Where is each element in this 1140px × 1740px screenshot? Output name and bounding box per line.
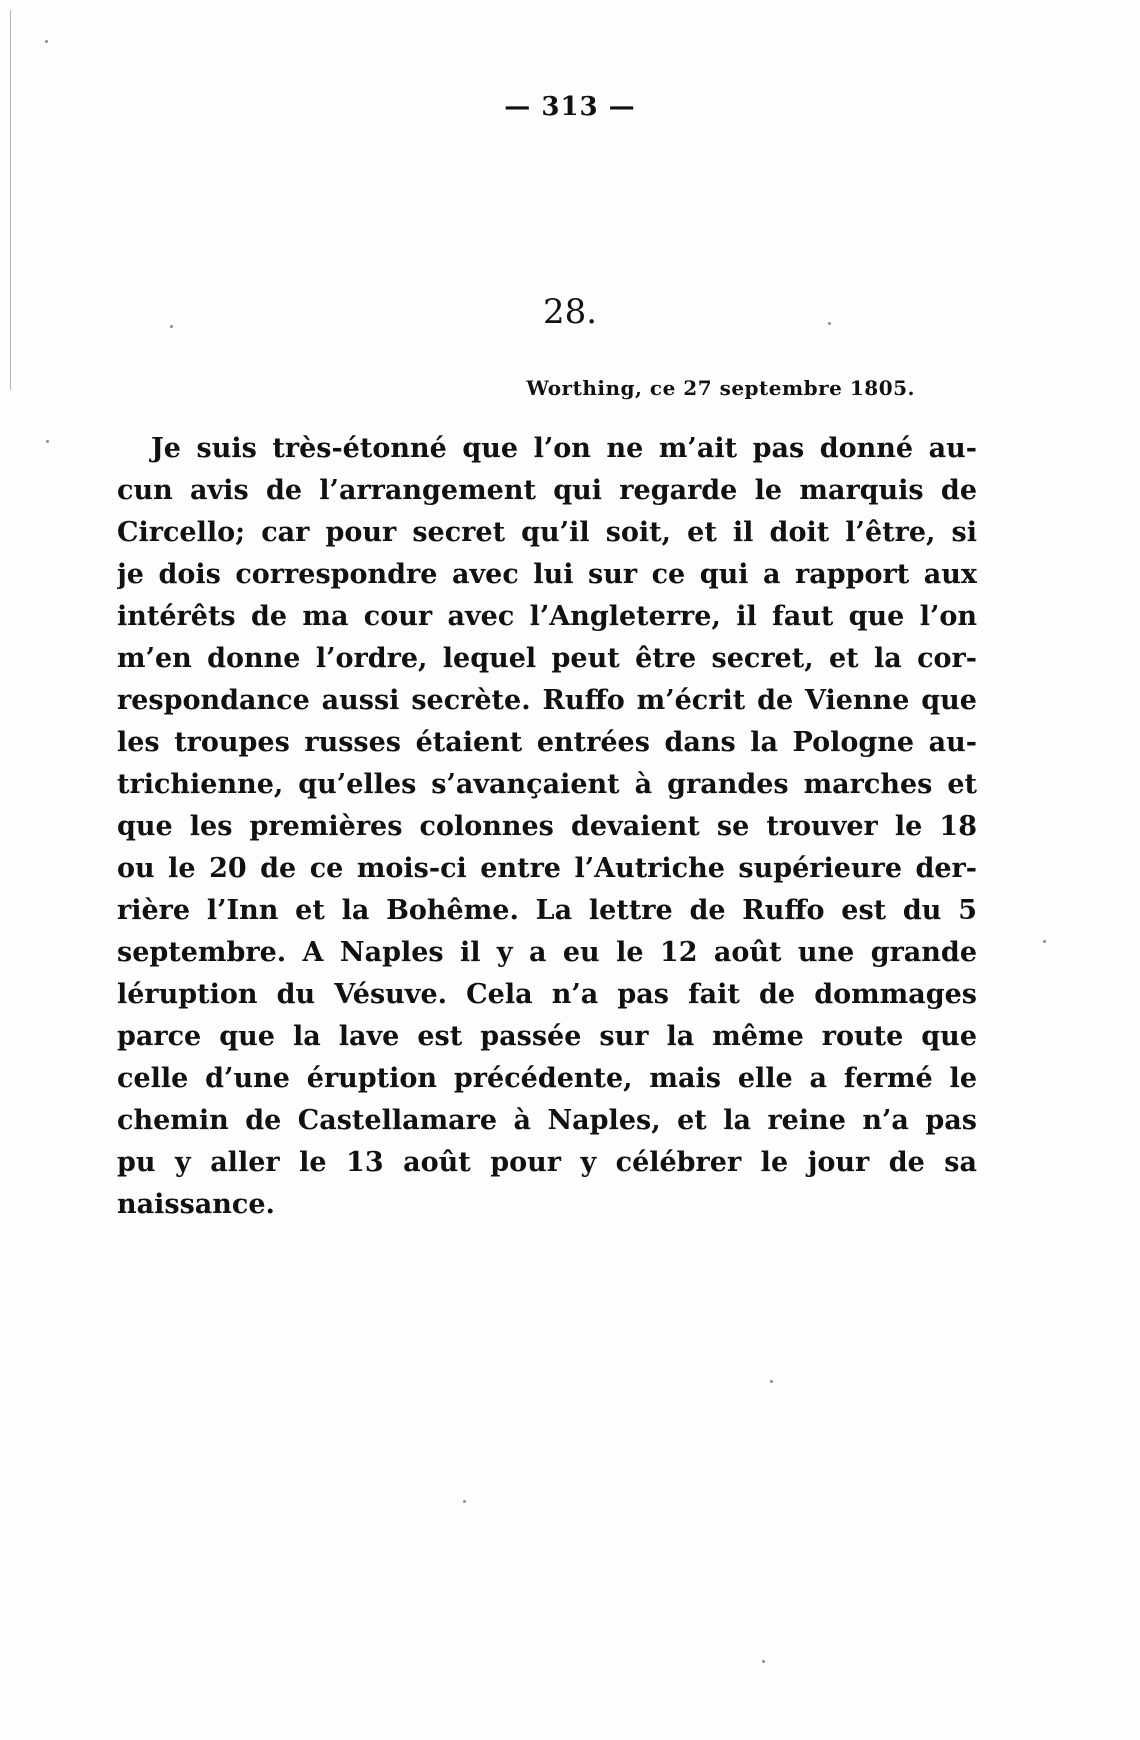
body-line: parce que la lave est passée sur la même route que [117,1021,977,1052]
letter-dateline: Worthing, ce 27 septembre 1805. [526,376,915,400]
body-line: septembre. A Naples il y a eu le 12 août une grande [117,937,977,968]
body-line: rière l’Inn et la Bohême. La lettre de Ruffo est du 5 [117,895,977,926]
body-line: trichienne, qu’elles s’avançaient à grandes marches et [117,769,977,800]
body-line: m’en donne l’ordre, lequel peut être secret, et la cor- [117,643,977,674]
body-line: ou le 20 de ce mois-ci entre l’Autriche supérieure der- [117,853,977,884]
letter-body [117,428,977,1226]
page-number: — 313 — [504,92,636,122]
scan-speck [46,440,49,443]
body-line: chemin de Castellamare à Naples, et la reine n’a pas [117,1105,977,1136]
scan-speck [463,1500,466,1503]
body-line: cun avis de l’arrangement qui regarde le marquis de [117,475,977,506]
letter-number: 28. [542,292,598,332]
body-line: Je suis très-étonné que l’on ne m’ait pas donné au- [151,433,977,464]
body-line: les troupes russes étaient entrées dans la Pologne au- [117,727,977,758]
body-line: respondance aussi secrète. Ruffo m’écrit de Vienne que [117,685,977,716]
scan-speck [828,322,831,325]
scan-speck [170,325,173,328]
body-line: je dois correspondre avec lui sur ce qui a rapport aux [117,559,977,590]
body-line: que les premières colonnes devaient se trouver le 18 [117,811,977,842]
page-edge-line [10,10,11,390]
scan-speck [770,1380,773,1383]
body-line: Circello; car pour secret qu’il soit, et il doit l’être, si [117,517,977,548]
scan-speck [762,1660,765,1663]
body-line: intérêts de ma cour avec l’Angleterre, il faut que l’on [117,601,977,632]
scan-speck [1043,940,1046,943]
body-line: léruption du Vésuve. Cela n’a pas fait de dommages [117,979,977,1010]
body-line: naissance. [117,1189,275,1220]
scan-speck [45,40,48,43]
body-line: pu y aller le 13 août pour y célébrer le jour de sa [117,1147,977,1178]
body-line: celle d’une éruption précédente, mais elle a fermé le [117,1063,977,1094]
